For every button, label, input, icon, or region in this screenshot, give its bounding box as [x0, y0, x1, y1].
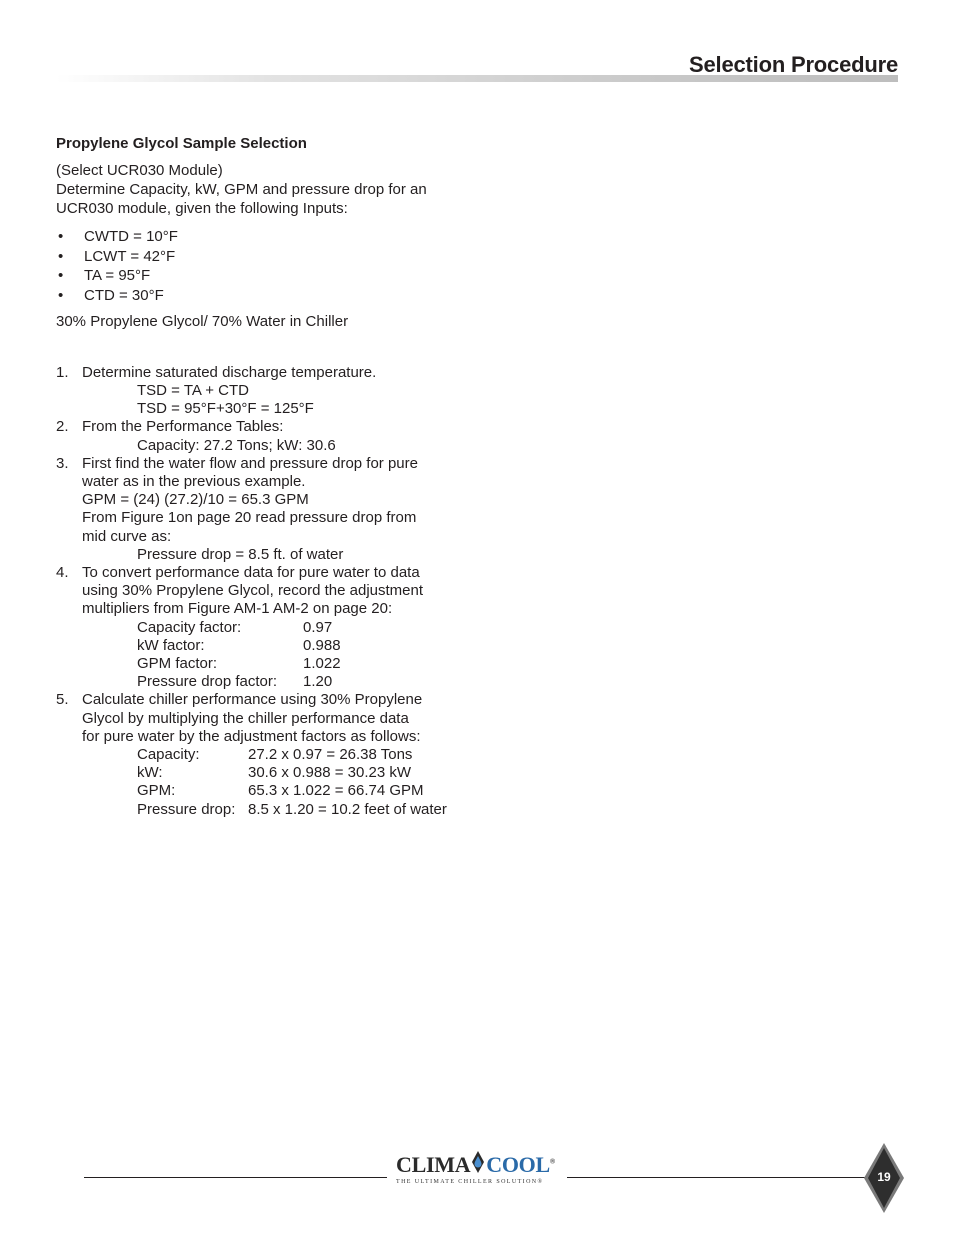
step-text: mid curve as:: [82, 527, 172, 545]
water-drop-icon: [471, 1151, 485, 1173]
step-text: First find the water flow and pressure drop for pure: [82, 454, 418, 472]
step-4: [56, 564, 466, 691]
intro-line: Determine Capacity, kW, GPM and pressure drop for an: [56, 181, 427, 198]
step-detail: Pressure drop = 8.5 ft. of water: [137, 545, 344, 563]
result-value: 30.6 x 0.988 = 30.23 kW: [248, 764, 412, 782]
logo-clima-text: CLIMA: [396, 1152, 471, 1177]
step-number: 3.: [56, 454, 69, 472]
bullet-icon: •: [58, 267, 64, 285]
result-value: 65.3 x 1.022 = 66.74 GPM: [248, 782, 424, 800]
step-number: 4.: [56, 564, 69, 582]
intro-line: UCR030 module, given the following Inputs:: [56, 200, 348, 217]
step-detail: Capacity: 27.2 Tons; kW: 30.6: [137, 436, 336, 454]
factor-value: 1.20: [303, 673, 333, 691]
intro-line: (Select UCR030 Module): [56, 162, 223, 179]
step-2: [56, 418, 466, 454]
factor-row: [82, 673, 466, 691]
step-5: [56, 691, 466, 818]
step-text: Calculate chiller performance using 30% Propylene: [82, 691, 423, 709]
logo-cool-text: COOL: [486, 1152, 550, 1177]
factor-label: kW factor:: [137, 636, 205, 654]
result-label: Pressure drop:: [137, 800, 236, 818]
factor-row: [82, 619, 466, 637]
step-text: Determine saturated discharge temperature.: [82, 363, 377, 381]
result-row: [82, 746, 466, 764]
main-content: [56, 134, 466, 819]
list-item: [56, 227, 466, 247]
factor-value: 0.97: [303, 618, 333, 636]
step-text: To convert performance data for pure water to data: [82, 564, 420, 582]
input-value: TA = 95°F: [84, 267, 151, 285]
result-row: [82, 801, 466, 819]
factor-row: [82, 655, 466, 673]
factor-label: GPM factor:: [137, 655, 218, 673]
step-detail: TSD = 95°F+30°F = 125°F: [137, 400, 314, 418]
result-label: GPM:: [137, 782, 176, 800]
inputs-list: [56, 227, 466, 306]
step-text: From Figure 1on page 20 read pressure drop from: [82, 509, 417, 527]
step-1: [56, 364, 466, 419]
result-label: Capacity:: [137, 746, 200, 764]
list-item: [56, 247, 466, 267]
step-3: [56, 455, 466, 564]
input-value: CWTD = 10°F: [84, 228, 178, 245]
step-detail: TSD = TA + CTD: [137, 382, 249, 400]
step-text: GPM = (24) (27.2)/10 = 65.3 GPM: [82, 491, 309, 509]
step-text: From the Performance Tables:: [82, 418, 284, 436]
bullet-icon: •: [58, 228, 64, 245]
climacool-logo: [393, 1150, 565, 1190]
result-value: 27.2 x 0.97 = 26.38 Tons: [248, 746, 413, 764]
bullet-icon: •: [58, 287, 64, 305]
factor-value: 1.022: [303, 655, 341, 673]
result-value: 8.5 x 1.20 = 10.2 feet of water: [248, 800, 447, 818]
steps-list: [56, 364, 466, 819]
step-text: using 30% Propylene Glycol, record the adjustment: [82, 582, 424, 600]
footer-rule-left: [84, 1177, 387, 1178]
step-number: 1.: [56, 363, 69, 381]
logo-registered-mark: ®: [549, 1157, 555, 1166]
step-number: 2.: [56, 418, 69, 436]
input-value: LCWT = 42°F: [84, 247, 176, 265]
factor-value: 0.988: [303, 636, 341, 654]
result-label: kW:: [137, 764, 163, 782]
list-item: [56, 266, 466, 286]
footer-rule-right: [567, 1177, 867, 1178]
bullet-icon: •: [58, 247, 64, 265]
factor-label: Capacity factor:: [137, 618, 242, 636]
step-text: for pure water by the adjustment factors as follows:: [82, 727, 421, 745]
step-number: 5.: [56, 691, 69, 709]
step-text: multipliers from Figure AM-1 AM-2 on page 20:: [82, 600, 393, 618]
logo-tagline: THE ULTIMATE CHILLER SOLUTION®: [396, 1179, 544, 1185]
factor-label: Pressure drop factor:: [137, 673, 278, 691]
page-number: 19: [877, 1170, 891, 1184]
factor-row: [82, 637, 466, 655]
step-text: water as in the previous example.: [82, 473, 306, 491]
input-value: CTD = 30°F: [84, 287, 164, 305]
list-item: [56, 286, 466, 306]
step-text: Glycol by multiplying the chiller performance data: [82, 709, 409, 727]
result-row: [82, 764, 466, 782]
section-title: Propylene Glycol Sample Selection: [56, 135, 307, 152]
result-row: [82, 782, 466, 800]
page-title: Selection Procedure: [689, 52, 898, 77]
mixture-note: 30% Propylene Glycol/ 70% Water in Chiller: [56, 312, 349, 330]
